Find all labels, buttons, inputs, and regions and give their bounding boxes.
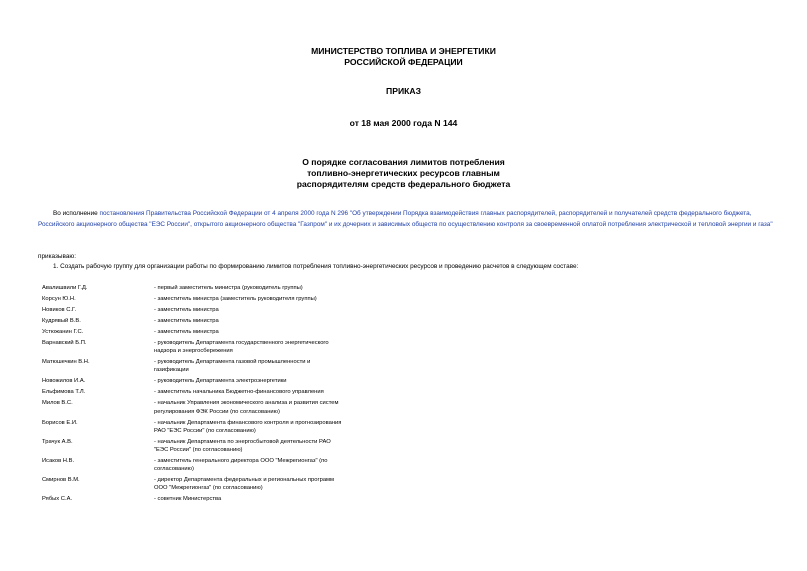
member-position: - директор Департамента федеральных и региональных программ ООО "Межрегионгаз" (по согласованию) xyxy=(154,477,335,492)
member-position: - заместитель министра xyxy=(154,307,219,313)
member-name: Смирнов В.М. xyxy=(42,477,80,484)
list-item xyxy=(42,495,362,503)
ministry-line-2: РОССИЙСКОЙ ФЕДЕРАЦИИ xyxy=(344,57,463,67)
title-line-1: О порядке согласования лимитов потребления xyxy=(302,157,505,167)
list-item xyxy=(42,419,362,435)
list-item xyxy=(42,306,362,314)
member-name: Ельфимова Т.Л. xyxy=(42,389,86,396)
member-position: - начальник Департамента по энергосбытовой деятельности РАО "ЕЭС России" (по согласованию) xyxy=(154,438,331,454)
member-position: - руководитель Департамента электроэнергетики xyxy=(154,378,287,385)
date-number: от 18 мая 2000 года N 144 xyxy=(349,118,458,128)
ministry-line-1: МИНИСТЕРСТВО ТОПЛИВА И ЭНЕРГЕТИКИ xyxy=(311,46,496,56)
order-item-1: 1. Создать рабочую группу для организации работы по формированию лимитов потребления топливно-энергетических ресурсов и проведению расчетов в следующем составе: xyxy=(53,263,579,270)
list-item xyxy=(42,328,362,336)
member-position: - заместитель министра xyxy=(154,318,219,324)
member-name: Кудрявый В.В. xyxy=(42,318,81,324)
list-item xyxy=(42,457,362,473)
member-name: Новиков С.Г. xyxy=(42,307,77,313)
member-name: Трачук А.В. xyxy=(42,438,73,445)
member-name: Милов В.С. xyxy=(42,400,73,407)
member-position: - советник Министерства xyxy=(154,496,222,503)
list-item xyxy=(42,317,362,325)
member-name: Варнавский Б.П. xyxy=(42,340,87,346)
list-item xyxy=(42,476,362,492)
member-name: Рябых С.А. xyxy=(42,496,73,503)
title-line-2: топливно-энергетических ресурсов главным xyxy=(307,168,500,178)
list-item xyxy=(42,358,362,374)
member-position: - заместитель начальника Бюджетно-финансового управления xyxy=(154,389,324,396)
member-position: - заместитель министра (заместитель руководителя группы) xyxy=(154,296,317,302)
list-item xyxy=(42,377,362,385)
list-item xyxy=(42,284,362,292)
member-name: Борисов Е.И. xyxy=(42,419,78,426)
member-position: - руководитель Департамента газовой промышленности и газификации xyxy=(154,359,311,374)
member-name: Исаков Н.В. xyxy=(42,458,75,465)
member-position: - руководитель Департамента государственного энергетического надзора и энергосбережения xyxy=(154,340,329,355)
member-position: - заместитель генерального директора ООО "Межрегионгаз" (по согласованию) xyxy=(154,458,328,473)
intro-paragraph xyxy=(38,209,778,230)
member-name: Корсун Ю.Н. xyxy=(42,296,76,302)
member-position: - начальник Департамента финансового контроля и прогнозирования РАО "ЕЭС России" (по согласованию) xyxy=(154,419,342,434)
list-item xyxy=(42,438,362,454)
title-line-3: распорядителям средств федерального бюджета xyxy=(296,179,511,189)
government-resolution-link[interactable]: постановления Правительства Российской Федерации от 4 апреля 2000 года N 296 "Об утверждении Порядка взаимодействия главных распорядителей, распорядителей и получателей средств федерального бюджета, Российского акционерного общества "ЕЭС России", открытого акционерного общества "Газпром" и их дочерних и зависимых обществ по осуществлению контроля за своевременной оплатой потребления электрической и тепловой энергии и газа" xyxy=(38,210,773,228)
list-item xyxy=(42,339,362,355)
document-title xyxy=(0,157,807,190)
member-position: - первый заместитель министра (руководитель группы) xyxy=(154,285,303,291)
doc-type: ПРИКАЗ xyxy=(386,86,421,96)
order-word: приказываю: xyxy=(38,253,76,260)
member-position: - заместитель министра xyxy=(154,329,219,335)
list-item xyxy=(42,388,362,396)
members-list xyxy=(42,284,362,506)
ministry-heading xyxy=(0,46,807,68)
member-name: Матюшечкин В.Н. xyxy=(42,359,90,366)
member-position: - начальник Управления экономического анализа и развития систем регулирования ФЭК России (по согласованию) xyxy=(154,400,339,415)
member-name: Новожилов И.А. xyxy=(42,378,86,385)
member-name: Авалишвили Г.Д. xyxy=(42,285,88,291)
member-name: Устюжанин Г.С. xyxy=(42,329,84,335)
list-item xyxy=(42,399,362,415)
intro-prefix: Во исполнение xyxy=(53,210,100,217)
list-item xyxy=(42,295,362,303)
